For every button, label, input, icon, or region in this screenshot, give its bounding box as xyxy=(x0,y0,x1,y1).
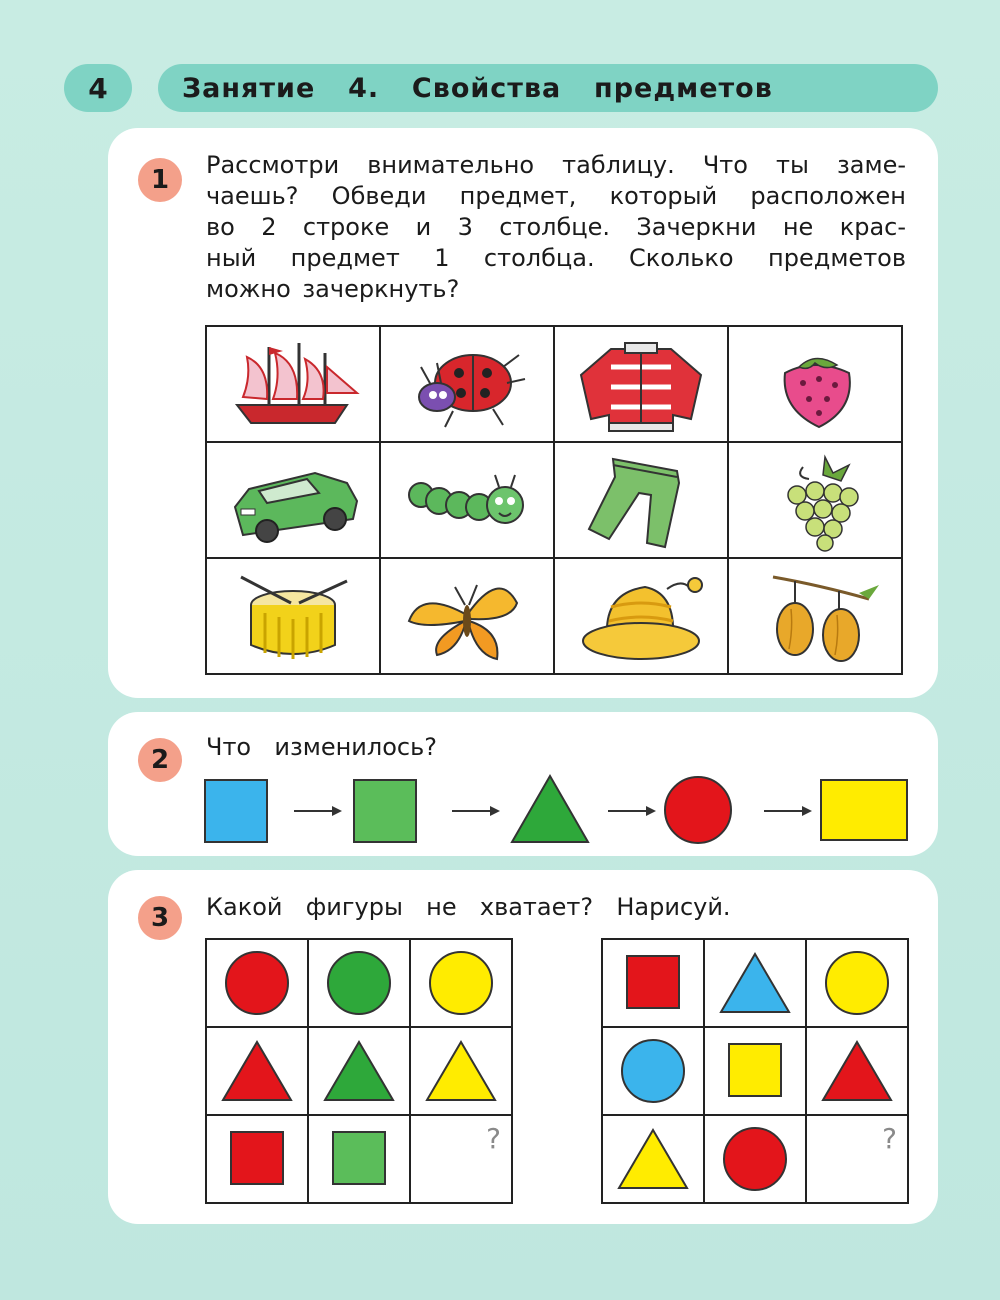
circle-shape xyxy=(665,777,731,843)
task-1-line: во 2 строке и 3 столбце. Зачеркни не крас- xyxy=(206,213,906,241)
task-3-card xyxy=(108,870,938,1224)
pants-icon xyxy=(555,443,727,557)
grid-cell[interactable] xyxy=(602,939,704,1027)
shape-sequence xyxy=(108,712,938,856)
triangle-shape xyxy=(619,1130,687,1188)
grid-cell[interactable] xyxy=(704,1027,806,1115)
triangle-shape xyxy=(223,1042,291,1100)
sweater-icon xyxy=(555,327,727,441)
square-shape xyxy=(354,780,416,842)
grid-cell[interactable] xyxy=(704,1115,806,1203)
drum-icon xyxy=(207,559,379,673)
task-1-line: можно зачеркнуть? xyxy=(206,275,460,303)
task-3-question: Какой фигуры не хватает? Нарисуй. xyxy=(206,893,731,921)
grid-cell[interactable] xyxy=(308,939,410,1027)
task-1-number: 1 xyxy=(138,158,182,202)
grid-cell[interactable] xyxy=(308,1027,410,1115)
grid-cell[interactable] xyxy=(602,1115,704,1203)
missing-shape-cell[interactable] xyxy=(806,1115,908,1203)
triangle-shape xyxy=(325,1042,393,1100)
grid-cell[interactable] xyxy=(206,939,308,1027)
grapes-icon xyxy=(729,443,901,557)
grid-cell[interactable] xyxy=(410,939,512,1027)
table-cell[interactable] xyxy=(206,558,380,674)
arrow-right-icon xyxy=(608,806,656,816)
grid-cell[interactable] xyxy=(410,1027,512,1115)
table-cell[interactable] xyxy=(206,326,380,442)
table-cell[interactable] xyxy=(380,558,554,674)
square-shape xyxy=(627,956,679,1008)
task-1-line: ный предмет 1 столбца. Сколько предметов xyxy=(206,244,906,272)
square-shape xyxy=(205,780,267,842)
hat-icon xyxy=(555,559,727,673)
table-cell[interactable] xyxy=(206,442,380,558)
table-cell[interactable] xyxy=(554,326,728,442)
triangle-shape xyxy=(427,1042,495,1100)
arrow-right-icon xyxy=(452,806,500,816)
square-shape xyxy=(729,1044,781,1096)
grid-cell[interactable] xyxy=(206,1027,308,1115)
grid-cell[interactable] xyxy=(704,939,806,1027)
objects-table xyxy=(205,325,903,675)
square-shape xyxy=(333,1132,385,1184)
task-2-question: Что изменилось? xyxy=(206,733,437,761)
task-3-number: 3 xyxy=(138,896,182,940)
task-2-number: 2 xyxy=(138,738,182,782)
question-mark: ? xyxy=(486,1122,501,1155)
caterpillar-icon xyxy=(381,443,553,557)
car-icon xyxy=(207,443,379,557)
circle-shape xyxy=(826,952,888,1014)
strawberry-icon xyxy=(729,327,901,441)
shape-grid-right xyxy=(601,938,909,1204)
circle-shape xyxy=(226,952,288,1014)
task-1-card xyxy=(108,128,938,698)
table-cell[interactable] xyxy=(380,326,554,442)
table-cell[interactable] xyxy=(728,326,902,442)
circle-shape xyxy=(622,1040,684,1102)
lesson-title-bar xyxy=(158,64,938,112)
task-1-instructions xyxy=(206,150,906,305)
butterfly-icon xyxy=(381,559,553,673)
square-shape xyxy=(231,1132,283,1184)
table-cell[interactable] xyxy=(728,558,902,674)
grid-cell[interactable] xyxy=(206,1115,308,1203)
circle-shape xyxy=(328,952,390,1014)
table-cell[interactable] xyxy=(554,558,728,674)
grid-cell[interactable] xyxy=(806,939,908,1027)
grid-cell[interactable] xyxy=(602,1027,704,1115)
table-cell[interactable] xyxy=(380,442,554,558)
gooseberry-icon xyxy=(729,559,901,673)
grid-cell[interactable] xyxy=(308,1115,410,1203)
triangle-shape xyxy=(512,776,588,842)
triangle-shape xyxy=(721,954,789,1012)
arrow-right-icon xyxy=(294,806,342,816)
ladybug-icon xyxy=(381,327,553,441)
lesson-title: Занятие 4. Свойства предметов xyxy=(182,72,773,104)
circle-shape xyxy=(430,952,492,1014)
rectangle-shape xyxy=(821,780,907,840)
missing-shape-cell[interactable] xyxy=(410,1115,512,1203)
table-cell[interactable] xyxy=(554,442,728,558)
triangle-shape xyxy=(823,1042,891,1100)
arrow-right-icon xyxy=(764,806,812,816)
table-cell[interactable] xyxy=(728,442,902,558)
grid-cell[interactable] xyxy=(806,1027,908,1115)
shape-grid-left xyxy=(205,938,513,1204)
question-mark: ? xyxy=(882,1122,897,1155)
task-2-card xyxy=(108,712,938,856)
page-number: 4 xyxy=(64,64,132,112)
circle-shape xyxy=(724,1128,786,1190)
task-1-line: Рассмотри внимательно таблицу. Что ты заме- xyxy=(206,151,906,179)
task-1-line: чаешь? Обведи предмет, который расположен xyxy=(206,182,906,210)
ship-icon xyxy=(207,327,379,441)
